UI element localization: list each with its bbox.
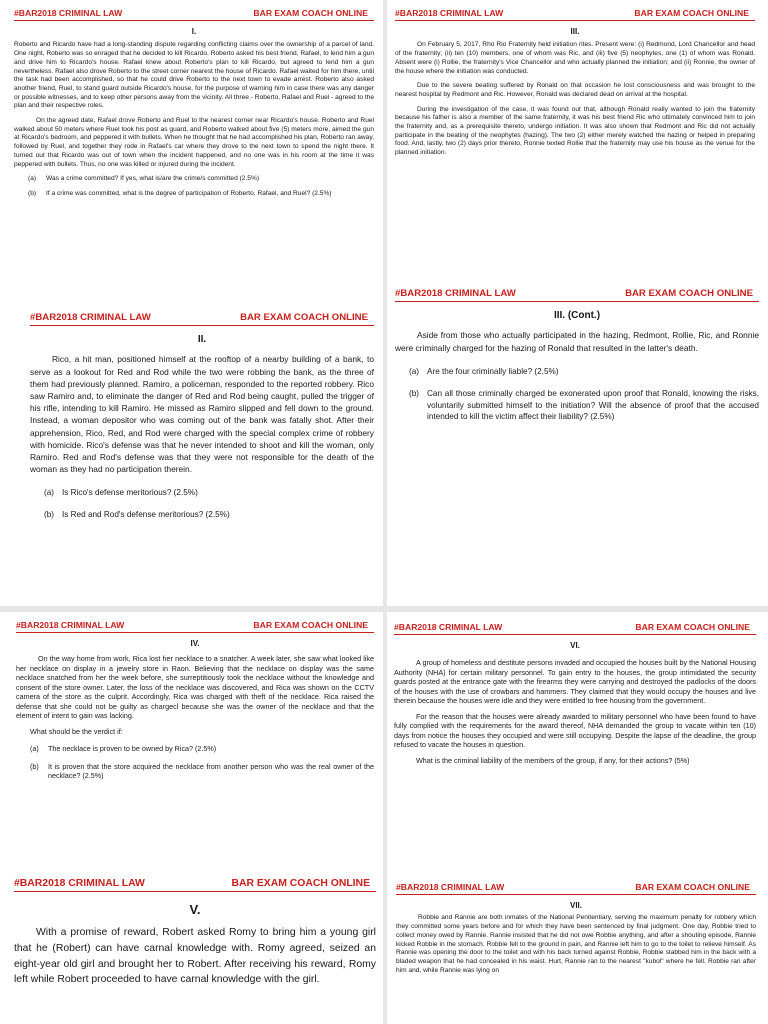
question-item	[30, 744, 374, 754]
header-rule	[395, 301, 759, 302]
problem-ii-page	[30, 312, 374, 602]
paragraph: On the agreed date, Rafael drove Roberto and Ruel to the nearest corner near Ricardo's house. Roberto and Ruel walked about 50 meters where Ruel took his post as guard, and Roberto walked about five (5) meters more, aimed the gun at Ricardo's bedroom, and peppered it with bullets. When he thought that he had accomplished his plan, Roberto ran away, followed by Ruel, and together they rode in Rafael's car where they drove to the next town to spend the night there. It turned out that Ricardo was out of town when the incident happened, and no one was in his room at the time it was peppered with bullets. Thus, no one was killed or injured during the incident.	[14, 117, 374, 168]
question-label: (a)	[44, 488, 55, 498]
paragraph: During the investigation of the case, it was found out that, although Ronald really wanted to join the fraternity because his father is also a member of the same fraternity, it was his best friend Ric who ultimately convinced him to join the fraternity and, as a prerequisite thereto, undergo initiation. It was also shown that Redmont and Ric did not actually participate in the beating of the neophytes (hazing). The two (2) either merely watched the hazing or helped in preparing food. And, lastly, two (2) days prior thereto, Ronnie texted Rollie that the fraternity may use his house as the venue for the planned initiation.	[395, 105, 755, 157]
question-item	[28, 190, 374, 199]
header-rule	[30, 325, 374, 326]
problem-number: VI.	[570, 641, 580, 651]
question-item	[409, 366, 759, 378]
question-text: Can all those criminally charged be exonerated upon proof that Ronald, knowing the risks, voluntarily submitted himself to the initiation? Will the absence of proof that the accused intended to kill the victim affect their liability? (2.5%)	[427, 388, 759, 422]
column-separator	[383, 0, 387, 606]
header-left: #BAR2018 CRIMINAL LAW	[14, 8, 123, 18]
page-header	[14, 8, 374, 20]
paragraph: On the way home from work, Rica lost her necklace to a snatcher. A week later, she saw what looked like her necklace on display in a jewelry store in Raon. Believing that the necklace on display was the same necklace snatched from her the week before, she surreptitiously took the necklace without the knowledge and consent of the store owner. Later, the loss of the necklace was discovered, and Rica was shown on the CCTV camera of the store as the culprit. Accordingly, Rica was charged with theft of the necklace. Rica raised the defense that she could not be guilty as chargecl because she was the owner of the necklace and that the element of intent to gain was lacking.	[16, 654, 374, 721]
question-item	[44, 487, 374, 499]
header-rule	[14, 20, 374, 21]
problem-number: III.	[570, 27, 580, 37]
paragraph: What should be the verdict if:	[30, 726, 123, 736]
header-right: BAR EXAM COACH ONLINE	[635, 622, 750, 632]
paragraph: Due to the severe beating suffered by Ronald on that occasion he lost consciousness and was brought to the nearest hospital by Redmont and Ric. However, Ronald was declared dead on arrival at the hospital.	[395, 82, 755, 98]
problem-iii-page	[395, 8, 755, 284]
page-header	[396, 882, 756, 894]
question-label: (a)	[28, 175, 37, 183]
question-item	[30, 762, 374, 781]
header-rule	[14, 891, 376, 892]
header-left: #BAR2018 CRIMINAL LAW	[16, 620, 125, 630]
header-rule	[16, 632, 374, 633]
question-item	[409, 388, 759, 424]
question-label: (b)	[30, 761, 39, 771]
paragraph: With a promise of reward, Robert asked Romy to bring him a young girl that he (Robert) can have carnal knowledge with. Romy agreed, seized an eight-year old girl and brought her to Robert. After receiving his reward, Romy left while Robert proceeded to have carnal knowledge with the girl.	[14, 927, 376, 986]
problem-number: V.	[189, 902, 201, 918]
page-header	[395, 8, 755, 20]
page-header	[16, 620, 374, 632]
problem-number: IV.	[190, 639, 200, 649]
column-separator	[383, 612, 387, 1024]
header-right: BAR EXAM COACH ONLINE	[240, 312, 368, 323]
question-label: (b)	[409, 388, 420, 398]
problem-number: III. (Cont.)	[553, 310, 601, 322]
problem-vii-page	[396, 882, 756, 1024]
header-left: #BAR2018 CRIMINAL LAW	[30, 312, 151, 323]
header-right: BAR EXAM COACH ONLINE	[625, 288, 753, 299]
problem-iii-cont-page	[395, 288, 759, 602]
question-text: If a crime was committed, what is the degree of participation of Roberto, Rafael, and Ruel? (2.5%)	[46, 189, 332, 197]
question-item	[28, 175, 374, 184]
page-header	[394, 622, 756, 634]
header-right: BAR EXAM COACH ONLINE	[635, 882, 750, 892]
header-left: #BAR2018 CRIMINAL LAW	[396, 882, 505, 892]
paragraph: Rico, a hit man, positioned himself at the rooftop of a nearby building of a bank, to serve as a lookout for Red and Rod while the two were robbing the bank, as the three of them had previously planned. Ramiro, a policeman, responded to the reported robbery. Rico saw Ramiro and, to eliminate the danger of Red and Rod being caught, pulled the trigger of his rifle, intending to kill Ramiro. He missed as Ramiro slipped and fell down to the ground. Instead, a woman depositor who was coming out of the bank was fatally shot. After their apprehension, Rico, Red, and Rod were charged with the special complex crime of robbery with homicide. Rico's defense was that he never intended to shoot and kill the woman, only Ramiro. Red and Rod's defense was that they were not responsible for the death of the woman as they had no participation therein.	[30, 354, 374, 475]
header-rule	[394, 634, 756, 635]
problem-number: VII.	[569, 901, 582, 911]
question-label: (a)	[30, 744, 39, 754]
problem-i-page	[14, 8, 374, 310]
paragraph: Aside from those who actually participated in the hazing, Redmont, Rollie, Ric, and Ronnie were criminally charged for the hazing of Ronald that resulted in the latter's death.	[395, 330, 759, 353]
page-header	[395, 288, 759, 301]
question-text: Is Red and Rod's defense meritorious? (2.5%)	[62, 510, 230, 520]
paragraph: A group of homeless and destitute persons invaded and occupied the houses built by the National Housing Authority (NHA) for certain military personnel. To gain entry to the houses, the group intimidated the security guards posted at the entrance gate with the firearms they were carrying and destroyed the padlocks of the doors of the houses with the use of crowbars and hammers. They claimed that they would occupy the houses and live therein because the houses were idle and they were entitled to free housing from the government.	[394, 658, 756, 706]
question-text: Is Rico's defense meritorious? (2.5%)	[62, 488, 198, 498]
header-right: BAR EXAM COACH ONLINE	[634, 8, 749, 18]
problem-iv-page	[16, 620, 374, 864]
header-left: #BAR2018 CRIMINAL LAW	[394, 622, 503, 632]
paragraph: Robbie and Rannie are both inmates of the National Penitentiary, serving the maximum penalty for robbery which they committed some years before and for which they have been sentenced by final judgment. One day, Robbie tried to collect money owed by Rannie. Rannie insisted that he did not owe Robbie anything, and after a shouting episode, Rannie kicked Robbie in the stomach. Robbie fell to the ground in pain, and Rannie left him to go to the toilet to relieve himself. As Rannie was opening the door to the toilet and with his back turned against Robbie, Robbie stabbed him in the back with a bladed weapon that he had concealed in his waist. Hurt, Rannie ran to the nearest "kubol" where he fell. Robbie ran after him and, while Rannie was lying on	[396, 914, 756, 974]
question-text: Was a crime committed? If yes, what is/are the crime/s committed (2.5%)	[46, 175, 260, 183]
header-left: #BAR2018 CRIMINAL LAW	[14, 878, 145, 889]
paragraph: What is the criminal liability of the members of the group, if any, for their actions? (5%)	[416, 755, 690, 765]
problem-number: II.	[197, 334, 207, 346]
header-right: BAR EXAM COACH ONLINE	[253, 620, 368, 630]
paragraph: Roberto and Ricardo have had a long-standing dispute regarding conflicting claims over the ownership of a parcel of land. One night, Roberto was so enraged that he decided to kill Ricardo. Roberto asked his best friend, Rafael, to lend him a gun and drive him to Ricardo's house. Rafael knew about Roberto's plan to kill Ricardo, but agreed to lend him a gun nevertheless. Rafael also drove Roberto to the street corner nearest the house of Ricardo. Rafael waited for him there, until the task had been accomplished, so that he could drive Roberto to the next town to evade arrest. Roberto also asked another friend, Ruel, to stand guard outside Ricardo's house, for the purpose of warning him in case there was any danger or possible witnesses, and to keep other persons away from the vicinity. All three - Roberto, Rafael and Ruel - agreed to the plan and their respective roles.	[14, 41, 374, 110]
question-label: (b)	[28, 189, 37, 197]
question-text: It is proven that the store acquired the necklace from another person who was the real owner of the necklace? (2.5%)	[48, 761, 374, 781]
header-rule	[396, 894, 756, 895]
problem-v-page	[14, 878, 376, 1024]
question-label: (b)	[44, 510, 55, 520]
question-item	[44, 509, 374, 521]
header-rule	[395, 20, 755, 21]
question-label: (a)	[409, 366, 420, 376]
header-right: BAR EXAM COACH ONLINE	[253, 8, 368, 18]
header-right: BAR EXAM COACH ONLINE	[231, 878, 370, 889]
paragraph: For the reason that the houses were already awarded to military personnel who have been found to have fully complied with the requirements for the award thereof, NHA demanded the group to vacate within ten (10) days from notice the houses they occupied and were still occupying. Despite the lapse of the deadline, the group refused to vacate the houses in question.	[394, 711, 756, 750]
paragraph: On February 5, 2017, Rho Rio Fraternity held initiation rites. Present were: (i) Redmond, Lord Chancellor and head of the fraternity; (ii) ten (10) members, one of whom was Ric, and (iii) five (5) neophytes, one (1) of whom was Ronald. Absent were (i) Rollie, the fraternity's Vice Chancellor and who actually planned the initiation; and (ii) Ronnie, the owner of the house where the initiation was conducted.	[395, 41, 755, 75]
header-left: #BAR2018 CRIMINAL LAW	[395, 8, 504, 18]
header-left: #BAR2018 CRIMINAL LAW	[395, 288, 516, 299]
problem-number: I.	[191, 27, 197, 37]
question-text: The necklace is proven to be owned by Rica? (2.5%)	[48, 744, 217, 754]
page-header	[30, 312, 374, 325]
problem-vi-page	[394, 622, 756, 866]
question-text: Are the four criminally liable? (2.5%)	[427, 366, 559, 376]
page-header	[14, 878, 376, 891]
